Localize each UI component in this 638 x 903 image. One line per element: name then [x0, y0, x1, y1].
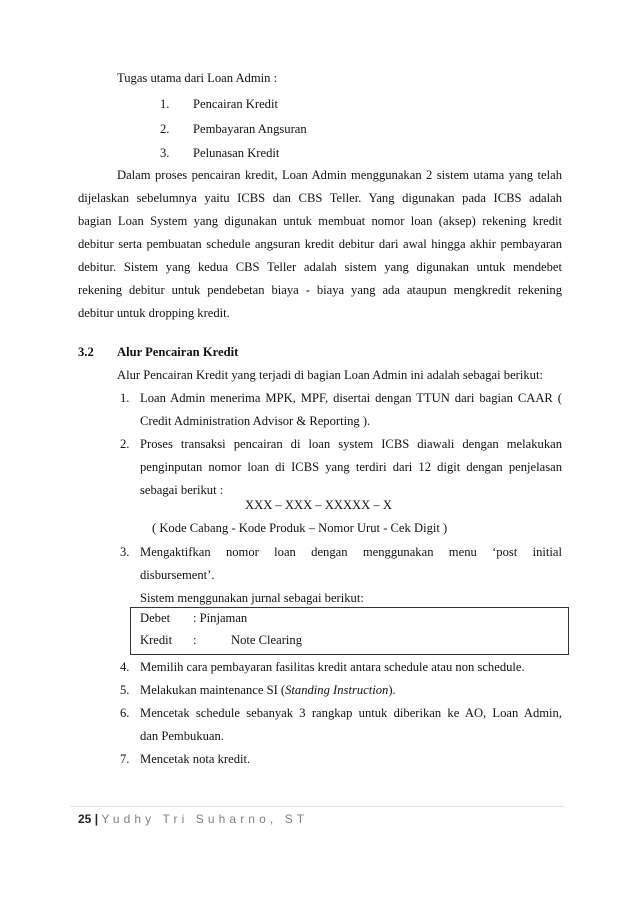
- step-line: Memilih cara pembayaran fasilitas kredit antara schedule atau non schedule.: [140, 660, 525, 674]
- task-item: Pencairan Kredit: [193, 97, 278, 111]
- section-title: Alur Pencairan Kredit: [117, 345, 239, 359]
- paragraph-line: rekening debitur untuk pendebetan biaya - biaya yang ada ataupun mengkredit rekening: [78, 283, 562, 297]
- step-line: disbursement’.: [140, 568, 215, 582]
- page-footer: [78, 812, 308, 826]
- task-number: 2.: [160, 122, 170, 136]
- paragraph-line: dijelaskan sebelumnya yaitu ICBS dan CBS Teller. Yang digunakan pada ICBS adalah: [78, 191, 562, 205]
- step-line: Mengaktifkan nomor loan dengan menggunakan menu ‘post initial: [140, 545, 562, 559]
- step-line: dan Pembukuan.: [140, 729, 224, 743]
- step-line: penginputan nomor loan di ICBS yang terdiri dari 12 digit dengan penjelasan: [140, 460, 562, 474]
- step-number: 2.: [120, 437, 130, 451]
- journal-debet-label: Debet: [140, 611, 171, 625]
- paragraph-line: debitur. Sistem yang kedua CBS Teller adalah sistem yang digunakan untuk mendebet: [78, 260, 562, 274]
- journal-kredit-colon: :: [193, 633, 197, 647]
- step-line: Mencetak nota kredit.: [140, 752, 251, 766]
- paragraph-line: debitur serta pembuatan schedule angsuran kredit debitur dari awal hingga akhir pembayaran: [78, 237, 562, 251]
- footer-author: Yudhy Tri Suharno, ST: [101, 812, 309, 826]
- step-line: Credit Administration Advisor & Reporting ).: [140, 414, 371, 428]
- paragraph-line: Dalam proses pencairan kredit, Loan Admin menggunakan 2 sistem utama yang telah: [117, 168, 562, 182]
- footer-separator: |: [94, 812, 99, 826]
- task-number: 1.: [160, 97, 170, 111]
- step-line: [140, 683, 396, 698]
- loan-number-format: XXX – XXX – XXXXX – X: [245, 498, 392, 512]
- section-lead: Alur Pencairan Kredit yang terjadi di bagian Loan Admin ini adalah sebagai berikut:: [117, 368, 543, 382]
- step-number: 3.: [120, 545, 130, 559]
- step-number: 6.: [120, 706, 130, 720]
- task-item: Pelunasan Kredit: [193, 146, 280, 160]
- step-number: 7.: [120, 752, 130, 766]
- journal-kredit-label: Kredit: [140, 633, 173, 647]
- step-line: Mencetak schedule sebanyak 3 rangkap untuk diberikan ke AO, Loan Admin,: [140, 706, 562, 720]
- section-number: 3.2: [78, 345, 94, 359]
- step-italic-term: Standing Instruction: [285, 683, 389, 697]
- task-number: 3.: [160, 146, 170, 160]
- step-line: Proses transaksi pencairan di loan system ICBS diawali dengan melakukan: [140, 437, 562, 451]
- journal-debet-value: : Pinjaman: [193, 611, 248, 625]
- step-number: 5.: [120, 683, 130, 697]
- step-line: Loan Admin menerima MPK, MPF, disertai dengan TTUN dari bagian CAAR (: [140, 391, 562, 405]
- journal-kredit-value: Note Clearing: [231, 633, 302, 647]
- step-line: sebagai berikut :: [140, 483, 224, 497]
- step-number: 4.: [120, 660, 130, 674]
- step-text: Melakukan maintenance SI (: [140, 683, 286, 697]
- step-text: ).: [388, 683, 396, 697]
- step-line: Sistem menggunakan jurnal sebagai berikut:: [140, 591, 364, 605]
- task-item: Pembayaran Angsuran: [193, 122, 307, 136]
- footer-divider: [70, 806, 564, 807]
- loan-number-legend: ( Kode Cabang - Kode Produk – Nomor Urut - Cek Digit ): [152, 521, 448, 535]
- page-number: 25: [78, 812, 92, 826]
- step-number: 1.: [120, 391, 130, 405]
- intro-lead: Tugas utama dari Loan Admin :: [117, 71, 278, 85]
- paragraph-line: debitur untuk dropping kredit.: [78, 306, 230, 320]
- paragraph-line: bagian Loan System yang digunakan untuk membuat nomor loan (aksep) rekening kredit: [78, 214, 562, 228]
